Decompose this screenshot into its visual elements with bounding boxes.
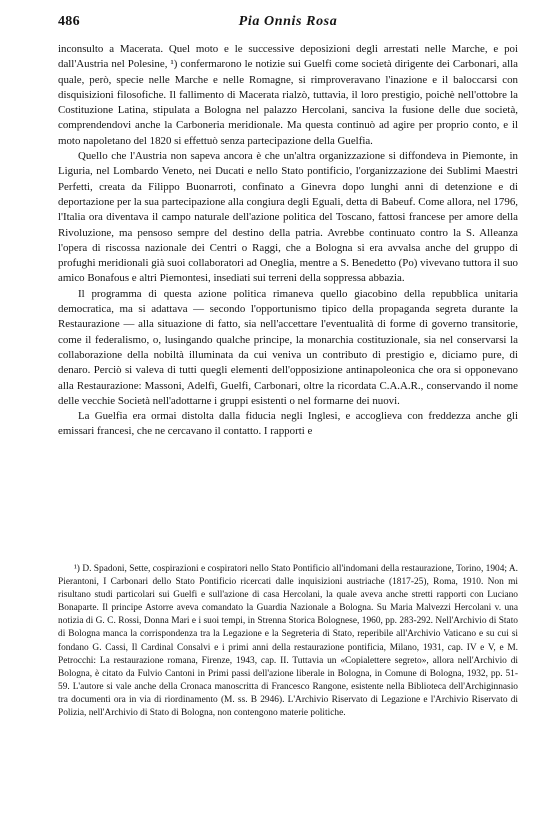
paragraph-3: Il programma di questa azione politica rimaneva quello giacobino della repubblica unitaria democratica, ma si adattava — secondo l'opportunismo tipico della propaganda segreta durante la Restaurazione — alla situazione di fatto, sia nell'accettare l'eventualità di forme di governo transitorie, come il federalismo, o, lusingando qualche principe, la monarchia costituzionale, sia nel conservarsi la collaborazione della nobiltà illuminata da cui veniva un contributo di prestigio e, diciamo pure, di denaro. Perciò si valeva di tutti quegli elementi dell'opposizione antinapoleonica che ora si opponevano alla Restaurazione: Massoni, Adelfi, Guelfi, Carbonari, oltre la ricordata C.A.A.R., conservando il nome delle vecchie Società nell'adottarne i gruppi esistenti o nel formarne dei nuovi. [58,287,518,407]
page-number: 486 [58,14,80,29]
page-header [58,14,518,34]
footnote-1: ¹) D. Spadoni, Sette, cospirazioni e cospiratori nello Stato Pontificio all'indomani della restaurazione, Torino, 1904; A. Pierantoni, I Carbonari dello Stato Pontificio ricercati dalle inquisizioni austriache (1817-25), Roma, 1910. Non mi risultano studi particolari sui Guelfi e sull'azione di casa Hercolani, la quale aveva anche stretti rapporti con Luciano Bonaparte. Il principe Astorre aveva comandato la Guardia Nazionale a Bologna. Su Maria Malvezzi Hercolani v. una notizia di G. C. Rossi, Donna Mari e i suoi tempi, in Strenna Storica Bolognese, 1960, pp. 283-292. Nell'Archivio di Stato di Bologna manca la corrispondenza tra la Legazione e la Segreteria di Stato, reperibile all'Archivio Vaticano e su cui si fondano G. Cassi, Il Cardinal Consalvi e i primi anni della restaurazione pontificia, Milano, 1931, cap. IV e V, e M. Petrocchi: La restaurazione romana, Firenze, 1943, cap. II. Tuttavia un «Copialettere segreto», allora nell'Archivio di Bologna, è citato da Fulvio Cantoni in Primi passi dell'azione liberale in Bologna, in Comune di Bologna, 1932, pp. 51-59. L'autore si vale anche della Cronaca manoscritta di Francesco Rangone, esistente nella Biblioteca dell'Archiginnasio tra documenti ora in via di riordinamento (M. ss. B 2946). L'Archivio Riservato di Legazione e l'Archivio Riservato di Polizia, nell'Archivio di Stato di Bologna, non contengono materie politiche. [58,564,518,719]
footnotes [58,563,518,720]
running-title: Pia Onnis Rosa [238,14,338,29]
paragraph-2: Quello che l'Austria non sapeva ancora è che un'altra organizzazione si diffondeva in Piemonte, in Liguria, nel Lombardo Veneto, nei Ducati e nello Stato pontificio, l'organizzazione dei Sublimi Maestri Perfetti, creata da Filippo Buonarroti, confinato a Ginevra dopo lunghi anni di detenzione e di deportazione per la sua partecipazione alla congiura degli Eguali, detta di Babeuf. Come allora, nel 1796, l'Italia ora diventava il campo naturale dell'azione politica del Toscano, fattosi francese per amore della Rivoluzione, ma pensoso sempre del destino della patria. Avrebbe continuato contro la S. Alleanza l'opera di riscossa nazionale dei Centri o Raggi, che a Bologna si era avvalsa anche del gruppo di profughi meridionali già suoi collaboratori ad Oneglia, mentre a S. Benedetto (Po) vivevano tuttora il suo amico Bonafous e altri Piemontesi, insediati sui terreni della soppressa abbazia. [58,150,518,285]
paragraph-1: inconsulto a Macerata. Quel moto e le successive deposizioni degli arrestati nelle Marche, e poi dall'Austria nel Polesine, ¹) confermarono le notizie sui Guelfi come società dirigente dei Carbonari, alla quale, però, specie nelle Marche e nelle Romagne, si rimproveravano l'inazione e il baloccarsi con disquisizioni filosofiche. Il fallimento di Macerata rialzò, tuttavia, il loro prestigio, poichè nell'ottobre la Costituzione Latina, stipulata a Bologna nel palazzo Hercolani, sanciva la fusione delle due società, comprendendovi anche la Carboneria meridionale. Ma questa continuò ad agire per proprio conto, e il moto napoletano del 1820 si effettuò senza partecipazione della Guelfia. [58,43,518,147]
paragraph-4: La Guelfia era ormai distolta dalla fiducia negli Inglesi, e accoglieva con freddezza anche gli emissari francesi, che ne cercavano il contatto. I rapporti e [58,410,518,438]
main-text [58,42,518,440]
